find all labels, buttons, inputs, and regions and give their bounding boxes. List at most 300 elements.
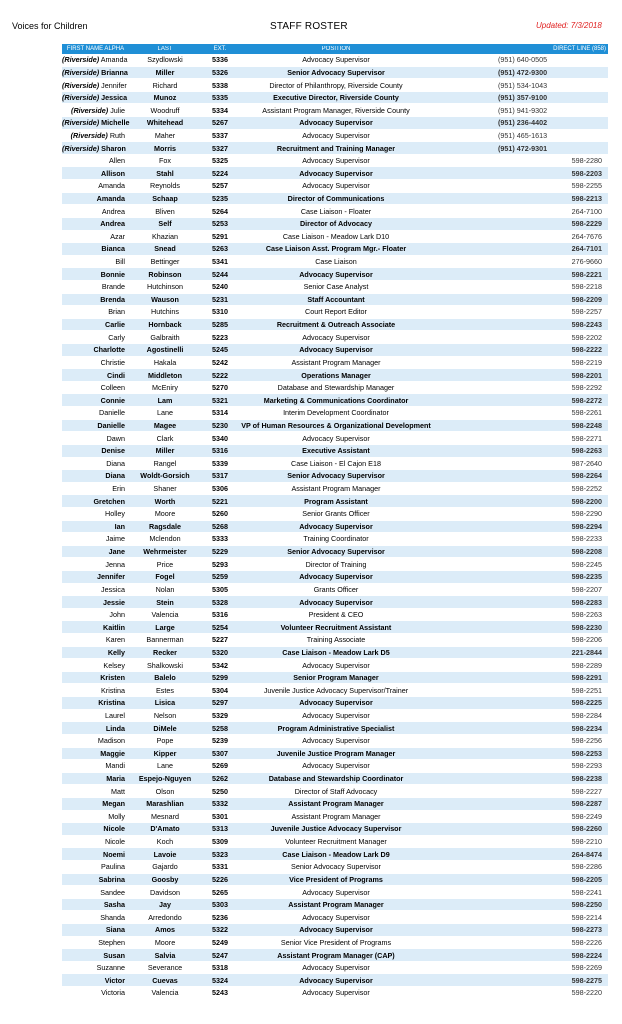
table-row bbox=[62, 104, 608, 117]
table-row bbox=[62, 458, 608, 471]
last-name-cell: Amos bbox=[155, 925, 175, 935]
direct-line-cell: 598-2275 bbox=[571, 975, 602, 985]
first-name-cell bbox=[62, 774, 129, 783]
extension-cell: 5229 bbox=[212, 547, 228, 557]
position-cell: Advocacy Supervisor bbox=[302, 761, 370, 771]
direct-line-cell: 598-2220 bbox=[571, 988, 602, 998]
first-name-cell bbox=[62, 81, 129, 90]
position-cell: Volunteer Recruitment Assistant bbox=[280, 622, 392, 632]
last-name-cell: Espejo-Nguyen bbox=[138, 774, 192, 784]
last-name-cell: Schaap bbox=[152, 194, 178, 203]
last-name-cell: Robinson bbox=[148, 269, 182, 279]
extension-cell: 5333 bbox=[212, 534, 228, 544]
direct-line-cell: 598-2248 bbox=[571, 420, 602, 430]
first-name-cell bbox=[62, 749, 129, 758]
extension-cell: 5269 bbox=[212, 761, 228, 771]
table-row bbox=[62, 508, 608, 521]
direct-line-cell: 598-2230 bbox=[571, 622, 602, 632]
table-row bbox=[62, 899, 608, 912]
direct-line-cell: 598-2290 bbox=[571, 509, 602, 519]
table-row bbox=[62, 684, 608, 697]
table-row bbox=[62, 256, 608, 269]
direct-line-cell: 598-2241 bbox=[571, 887, 602, 897]
direct-line-cell: 598-2210 bbox=[571, 837, 602, 847]
position-cell: Staff Accountant bbox=[307, 294, 365, 304]
table-row bbox=[62, 167, 608, 180]
office-prefix: (Riverside) bbox=[62, 67, 100, 77]
extension-cell: 5242 bbox=[212, 357, 228, 367]
office-prefix: (Riverside) bbox=[62, 93, 100, 103]
extension-cell: 5291 bbox=[212, 231, 228, 241]
first-name: Dawn bbox=[106, 433, 125, 443]
first-name-cell bbox=[62, 219, 129, 228]
extension-cell: 5222 bbox=[212, 370, 228, 380]
direct-line-cell: 598-2283 bbox=[571, 597, 602, 607]
first-name: Carlie bbox=[105, 320, 125, 330]
extension-cell: 5250 bbox=[212, 786, 228, 796]
position-cell: Advocacy Supervisor bbox=[299, 597, 373, 607]
first-name-cell bbox=[62, 459, 129, 468]
table-row bbox=[62, 987, 608, 1000]
direct-line-cell: 598-2224 bbox=[571, 950, 602, 960]
first-name: Linda bbox=[105, 723, 125, 733]
last-name-cell: Miller bbox=[155, 446, 175, 456]
position-cell: Advocacy Supervisor bbox=[299, 345, 373, 355]
last-name-cell: Davidson bbox=[150, 887, 180, 897]
position-cell: Juvenile Justice Advocacy Supervisor bbox=[270, 824, 402, 834]
direct-line-cell: 598-2261 bbox=[571, 408, 602, 418]
position-cell: Case Liaison - El Cajon E18 bbox=[291, 458, 381, 468]
position-cell: Advocacy Supervisor bbox=[302, 332, 370, 342]
position-cell: Program Administrative Specialist bbox=[277, 723, 395, 733]
table-row bbox=[62, 659, 608, 672]
first-name: Susan bbox=[103, 950, 125, 960]
table-row bbox=[62, 722, 608, 735]
direct-line-cell: 598-2200 bbox=[571, 496, 602, 506]
position-cell: Assistant Program Manager bbox=[288, 799, 384, 809]
staff-roster-table bbox=[62, 44, 608, 1000]
first-name-cell bbox=[62, 434, 129, 443]
office-prefix: (Riverside) bbox=[62, 80, 100, 90]
first-name-cell bbox=[62, 711, 129, 720]
table-row bbox=[62, 79, 608, 92]
position-cell: Director of Advocacy bbox=[299, 219, 373, 229]
first-name-cell bbox=[62, 194, 129, 203]
extension-cell: 5327 bbox=[212, 143, 228, 153]
first-name-cell bbox=[62, 648, 129, 657]
extension-cell: 5322 bbox=[212, 925, 228, 935]
last-name-cell: Shalkowski bbox=[147, 660, 183, 670]
first-name-cell bbox=[62, 232, 129, 241]
position-cell: Advocacy Supervisor bbox=[299, 521, 373, 531]
last-name-cell: Magee bbox=[153, 420, 177, 430]
position-cell: Advocacy Supervisor bbox=[302, 912, 370, 922]
table-row bbox=[62, 268, 608, 281]
table-row bbox=[62, 533, 608, 546]
first-name: Mandi bbox=[105, 761, 125, 771]
direct-line-cell: 598-2202 bbox=[571, 332, 602, 342]
position-cell: Senior Case Analyst bbox=[303, 282, 369, 292]
table-row bbox=[62, 798, 608, 811]
direct-line-cell: 598-2238 bbox=[571, 774, 602, 784]
first-name-cell bbox=[62, 635, 129, 644]
direct-line-cell: 598-2229 bbox=[571, 219, 602, 229]
position-cell: Volunteer Recruitment Manager bbox=[285, 837, 387, 847]
direct-line-cell: 598-2293 bbox=[571, 761, 602, 771]
direct-line-cell: 598-2263 bbox=[571, 446, 602, 456]
first-name-cell bbox=[62, 623, 129, 632]
position-cell: President & CEO bbox=[308, 610, 364, 620]
first-name: Suzanne bbox=[96, 963, 125, 973]
column-header-first-name: FIRST NAME ALPHA bbox=[66, 46, 125, 52]
direct-line-cell: (951) 472-9301 bbox=[498, 143, 548, 153]
last-name-cell: Szydlowski bbox=[147, 55, 183, 65]
first-name: Bianca bbox=[101, 244, 125, 254]
first-name-cell bbox=[62, 446, 129, 455]
first-name-cell bbox=[62, 963, 129, 972]
table-row bbox=[62, 407, 608, 420]
first-name-cell bbox=[62, 408, 129, 417]
table-row bbox=[62, 571, 608, 584]
position-cell: Senior Advocacy Supervisor bbox=[287, 547, 385, 557]
first-name-cell bbox=[62, 799, 129, 808]
first-name-cell bbox=[62, 169, 129, 178]
extension-cell: 5332 bbox=[212, 799, 228, 809]
table-row bbox=[62, 710, 608, 723]
table-row bbox=[62, 924, 608, 937]
first-name: Brenda bbox=[100, 294, 125, 304]
last-name-cell: Lisica bbox=[154, 698, 176, 708]
table-row bbox=[62, 672, 608, 685]
first-name: Kristina bbox=[101, 685, 125, 695]
position-cell: Assistant Program Manager bbox=[291, 811, 381, 821]
first-name: Nicole bbox=[103, 824, 125, 834]
table-row bbox=[62, 962, 608, 975]
first-name-cell bbox=[62, 837, 129, 846]
first-name-cell bbox=[62, 333, 129, 342]
extension-cell: 5329 bbox=[212, 710, 228, 720]
table-row bbox=[62, 369, 608, 382]
position-cell: Recruitment & Outreach Associate bbox=[276, 320, 396, 330]
extension-cell: 5307 bbox=[212, 748, 228, 758]
position-cell: Case Liaison - Meadow Lark D10 bbox=[282, 231, 390, 241]
position-cell: Director of Training bbox=[305, 559, 367, 569]
last-name-cell: Moore bbox=[154, 509, 176, 519]
direct-line-cell: 598-2251 bbox=[571, 685, 602, 695]
first-name: Azar bbox=[110, 231, 125, 241]
last-name-cell: Galbraith bbox=[150, 332, 180, 342]
table-row bbox=[62, 785, 608, 798]
first-name-cell bbox=[62, 509, 129, 518]
first-name: Amanda bbox=[98, 181, 125, 191]
column-header-last-name: LAST bbox=[157, 46, 173, 52]
first-name-cell bbox=[62, 913, 129, 922]
first-name-cell bbox=[62, 484, 129, 493]
direct-line-cell: (951) 941-9302 bbox=[498, 105, 548, 115]
first-name: Jennifer bbox=[101, 80, 127, 90]
table-row bbox=[62, 205, 608, 218]
first-name: Brianna bbox=[101, 67, 128, 77]
direct-line-cell: 598-2235 bbox=[571, 572, 602, 582]
extension-cell: 5335 bbox=[212, 93, 228, 103]
first-name: Noemi bbox=[103, 849, 125, 859]
table-row bbox=[62, 621, 608, 634]
last-name-cell: DiMele bbox=[153, 723, 177, 733]
direct-line-cell: (951) 357-9100 bbox=[498, 93, 548, 103]
position-cell: Executive Director, Riverside County bbox=[273, 93, 399, 103]
direct-line-cell: 598-2213 bbox=[571, 194, 602, 203]
first-name-cell bbox=[62, 673, 129, 682]
last-name-cell: Lavoie bbox=[153, 849, 177, 859]
table-row bbox=[62, 861, 608, 874]
extension-cell: 5339 bbox=[212, 458, 228, 468]
first-name-cell bbox=[62, 925, 129, 934]
first-name-cell bbox=[62, 698, 129, 707]
first-name: Karen bbox=[105, 635, 125, 645]
position-cell: Advocacy Supervisor bbox=[299, 168, 373, 178]
extension-cell: 5244 bbox=[212, 269, 228, 279]
extension-cell: 5341 bbox=[212, 257, 228, 267]
first-name: Jaime bbox=[105, 534, 125, 544]
extension-cell: 5310 bbox=[212, 307, 228, 317]
direct-line-cell: 598-2250 bbox=[571, 900, 602, 910]
extension-cell: 5260 bbox=[212, 509, 228, 519]
last-name-cell: Middleton bbox=[148, 370, 182, 380]
first-name: Julie bbox=[110, 105, 125, 115]
table-row bbox=[62, 243, 608, 256]
position-cell: Advocacy Supervisor bbox=[302, 988, 370, 998]
page-title: STAFF ROSTER bbox=[270, 21, 348, 32]
direct-line-cell: 987-2640 bbox=[571, 458, 602, 468]
extension-cell: 5264 bbox=[212, 206, 228, 216]
last-name-cell: Wehrmeister bbox=[143, 547, 187, 557]
table-row bbox=[62, 294, 608, 307]
position-cell: Database and Stewardship Manager bbox=[277, 383, 395, 393]
position-cell: Executive Assistant bbox=[302, 446, 370, 456]
direct-line-cell: (951) 472-9300 bbox=[498, 67, 548, 77]
direct-line-cell: 598-2243 bbox=[571, 320, 602, 330]
extension-cell: 5254 bbox=[212, 622, 228, 632]
first-name: Matt bbox=[111, 786, 125, 796]
last-name-cell: Hutchins bbox=[151, 307, 179, 317]
extension-cell: 5221 bbox=[212, 496, 228, 506]
direct-line-cell: (951) 465-1613 bbox=[498, 130, 548, 140]
table-row bbox=[62, 155, 608, 168]
table-row bbox=[62, 521, 608, 534]
column-header-position: POSITION bbox=[321, 46, 351, 52]
last-name-cell: Mesnard bbox=[151, 811, 179, 821]
first-name-cell bbox=[62, 610, 129, 619]
table-row bbox=[62, 748, 608, 761]
direct-line-cell: 598-2264 bbox=[571, 471, 602, 481]
direct-line-cell: 598-2272 bbox=[571, 395, 602, 405]
extension-cell: 5230 bbox=[212, 420, 228, 430]
first-name: Gretchen bbox=[93, 496, 125, 506]
last-name-cell: Self bbox=[158, 219, 172, 229]
first-name-cell bbox=[62, 471, 129, 480]
extension-cell: 5293 bbox=[212, 559, 228, 569]
extension-cell: 5306 bbox=[212, 484, 228, 494]
first-name-cell bbox=[62, 875, 129, 884]
position-cell: Operations Manager bbox=[301, 370, 371, 380]
position-cell: Juvenile Justice Program Manager bbox=[276, 748, 396, 758]
extension-cell: 5337 bbox=[212, 130, 228, 140]
table-row bbox=[62, 281, 608, 294]
last-name-cell: Koch bbox=[156, 837, 174, 847]
direct-line-cell: (951) 640-0505 bbox=[498, 55, 548, 65]
position-cell: Senior Program Manager bbox=[293, 673, 379, 683]
first-name: Jessica bbox=[101, 584, 125, 594]
position-cell: Advocacy Supervisor bbox=[302, 710, 370, 720]
extension-cell: 5317 bbox=[212, 471, 228, 481]
last-name-cell: Mclendon bbox=[149, 534, 181, 544]
last-name-cell: Richard bbox=[152, 80, 178, 90]
direct-line-cell: 221-2844 bbox=[571, 647, 602, 657]
last-name-cell: Munoz bbox=[153, 93, 177, 103]
direct-line-cell: 598-2218 bbox=[571, 282, 602, 292]
direct-line-cell: 598-2201 bbox=[571, 370, 602, 380]
direct-line-cell: 276-9660 bbox=[571, 257, 602, 267]
direct-line-cell: 598-2226 bbox=[571, 937, 602, 947]
table-row bbox=[62, 911, 608, 924]
first-name: Stephen bbox=[98, 937, 125, 947]
position-cell: Senior Advocacy Supervisor bbox=[291, 862, 381, 872]
position-cell: Case Liaison - Floater bbox=[300, 206, 372, 216]
extension-cell: 5334 bbox=[212, 105, 228, 115]
extension-cell: 5323 bbox=[212, 849, 228, 859]
last-name-cell: Nolan bbox=[155, 584, 175, 594]
extension-cell: 5239 bbox=[212, 736, 228, 746]
first-name: Sharon bbox=[101, 143, 126, 153]
first-name-cell bbox=[62, 93, 129, 102]
position-cell: Senior Advocacy Supervisor bbox=[287, 67, 385, 77]
extension-cell: 5249 bbox=[212, 937, 228, 947]
position-cell: Advocacy Supervisor bbox=[299, 118, 373, 128]
first-name-cell bbox=[62, 812, 129, 821]
first-name-cell bbox=[62, 421, 129, 430]
first-name: Ian bbox=[114, 521, 125, 531]
direct-line-cell: 598-2214 bbox=[571, 912, 602, 922]
first-name: Kristina bbox=[98, 698, 125, 708]
last-name-cell: Moore bbox=[154, 937, 176, 947]
office-prefix: (Riverside) bbox=[70, 130, 108, 140]
first-name-cell bbox=[62, 244, 129, 253]
first-name-cell bbox=[62, 345, 129, 354]
table-row bbox=[62, 394, 608, 407]
position-cell: VP of Human Resources & Organizational Development bbox=[241, 420, 431, 430]
extension-cell: 5305 bbox=[212, 584, 228, 594]
extension-cell: 5267 bbox=[212, 118, 228, 128]
position-cell: Advocacy Supervisor bbox=[299, 698, 373, 708]
position-cell: Advocacy Supervisor bbox=[302, 156, 370, 166]
first-name: Maggie bbox=[100, 748, 125, 758]
office-prefix: (Riverside) bbox=[71, 105, 109, 115]
position-cell: Director of Communications bbox=[287, 194, 385, 203]
table-row bbox=[62, 445, 608, 458]
last-name-cell: Severance bbox=[147, 963, 183, 973]
direct-line-cell: 598-2269 bbox=[571, 963, 602, 973]
office-prefix: (Riverside) bbox=[62, 143, 100, 153]
extension-cell: 5243 bbox=[212, 988, 228, 998]
extension-cell: 5318 bbox=[212, 963, 228, 973]
extension-cell: 5235 bbox=[212, 194, 228, 203]
position-cell: Assistant Program Manager bbox=[288, 900, 384, 910]
position-cell: Assistant Program Manager, Riverside County bbox=[262, 105, 410, 115]
first-name: Bonnie bbox=[100, 269, 125, 279]
extension-cell: 5331 bbox=[212, 862, 228, 872]
table-header-row bbox=[62, 44, 608, 54]
last-name-cell: Gajardo bbox=[152, 862, 178, 872]
table-row bbox=[62, 470, 608, 483]
first-name-cell bbox=[62, 900, 129, 909]
direct-line-cell: 598-2208 bbox=[571, 547, 602, 557]
last-name-cell: Wauson bbox=[151, 294, 179, 304]
direct-line-cell: 598-2284 bbox=[571, 710, 602, 720]
extension-cell: 5231 bbox=[212, 294, 228, 304]
direct-line-cell: 598-2245 bbox=[571, 559, 602, 569]
position-cell: Recruitment and Training Manager bbox=[276, 143, 396, 153]
last-name-cell: Valencia bbox=[151, 610, 179, 620]
table-row bbox=[62, 760, 608, 773]
last-name-cell: Recker bbox=[153, 647, 177, 657]
table-row bbox=[62, 420, 608, 433]
first-name: Erin bbox=[112, 484, 125, 494]
direct-line-cell: 598-2256 bbox=[571, 736, 602, 746]
position-cell: Marketing & Communications Coordinator bbox=[263, 395, 409, 405]
position-cell: Interim Development Coordinator bbox=[283, 408, 389, 418]
extension-cell: 5320 bbox=[212, 647, 228, 657]
first-name: Victor bbox=[104, 975, 125, 985]
first-name-cell bbox=[62, 131, 129, 140]
position-cell: Advocacy Supervisor bbox=[302, 963, 370, 973]
extension-cell: 5325 bbox=[212, 156, 228, 166]
first-name-cell bbox=[62, 282, 129, 291]
extension-cell: 5314 bbox=[212, 408, 228, 418]
position-cell: Program Assistant bbox=[304, 496, 368, 506]
direct-line-cell: 598-2225 bbox=[571, 698, 602, 708]
first-name-cell bbox=[62, 534, 129, 543]
position-cell: Court Report Editor bbox=[305, 307, 367, 317]
direct-line-cell: 598-2234 bbox=[571, 723, 602, 733]
first-name: Ruth bbox=[109, 130, 125, 140]
last-name-cell: Kipper bbox=[153, 748, 177, 758]
first-name-cell bbox=[62, 850, 129, 859]
position-cell: Assistant Program Manager bbox=[291, 484, 381, 494]
extension-cell: 5313 bbox=[212, 824, 228, 834]
extension-cell: 5268 bbox=[212, 521, 228, 531]
position-cell: Training Coordinator bbox=[303, 534, 369, 544]
extension-cell: 5342 bbox=[212, 660, 228, 670]
extension-cell: 5270 bbox=[212, 383, 228, 393]
first-name: Amanda bbox=[100, 55, 128, 65]
table-row bbox=[62, 811, 608, 824]
first-name: Kelly bbox=[107, 647, 125, 657]
first-name-cell bbox=[62, 598, 129, 607]
first-name-cell bbox=[62, 787, 129, 796]
updated-date: Updated: 7/3/2018 bbox=[536, 21, 602, 30]
extension-cell: 5324 bbox=[212, 975, 228, 985]
last-name-cell: Hornback bbox=[148, 320, 182, 330]
first-name-cell bbox=[62, 686, 129, 695]
direct-line-cell: 598-2257 bbox=[571, 307, 602, 317]
first-name: Sabrina bbox=[98, 874, 125, 884]
first-name-cell bbox=[62, 736, 129, 745]
last-name-cell: Bliven bbox=[155, 206, 175, 216]
first-name: Molly bbox=[108, 811, 125, 821]
first-name: Laurel bbox=[105, 710, 125, 720]
last-name-cell: Snead bbox=[154, 244, 176, 254]
table-row bbox=[62, 596, 608, 609]
